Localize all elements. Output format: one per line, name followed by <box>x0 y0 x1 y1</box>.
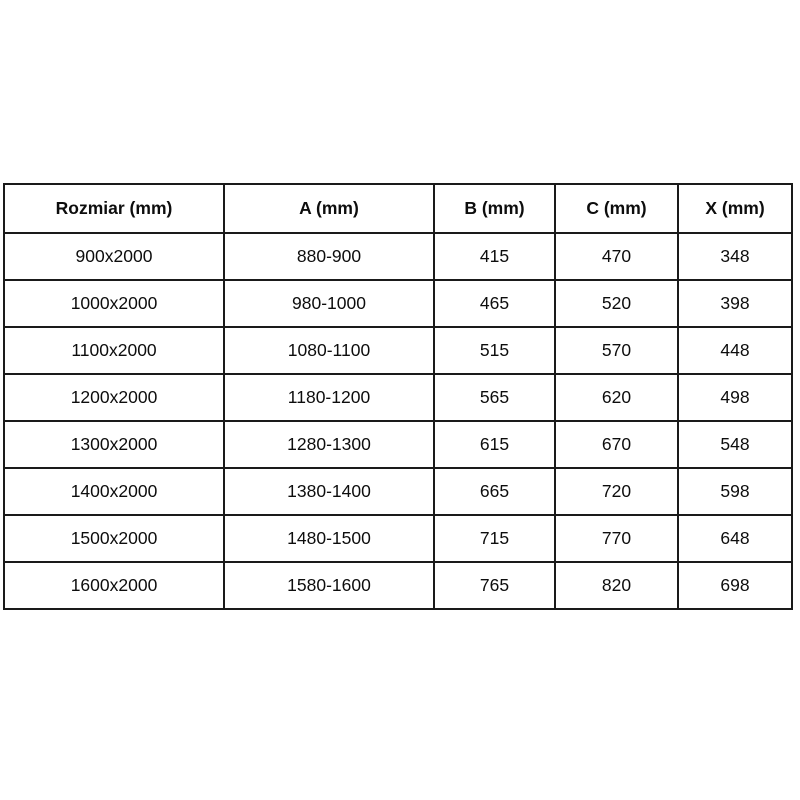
cell-c: 570 <box>555 327 678 374</box>
cell-b: 415 <box>434 233 555 280</box>
column-header-rozmiar: Rozmiar (mm) <box>4 184 224 233</box>
dimension-table <box>3 183 793 610</box>
cell-rozmiar: 1000x2000 <box>4 280 224 327</box>
cell-x: 598 <box>678 468 792 515</box>
cell-rozmiar: 900x2000 <box>4 233 224 280</box>
cell-x: 548 <box>678 421 792 468</box>
dimension-table-container <box>3 183 791 610</box>
cell-a: 1280-1300 <box>224 421 434 468</box>
cell-x: 698 <box>678 562 792 609</box>
table-row <box>4 562 792 609</box>
header-row <box>4 184 792 233</box>
cell-c: 670 <box>555 421 678 468</box>
cell-a: 1580-1600 <box>224 562 434 609</box>
cell-b: 665 <box>434 468 555 515</box>
cell-c: 470 <box>555 233 678 280</box>
cell-c: 820 <box>555 562 678 609</box>
column-header-x: X (mm) <box>678 184 792 233</box>
cell-a: 880-900 <box>224 233 434 280</box>
table-row <box>4 515 792 562</box>
cell-x: 648 <box>678 515 792 562</box>
column-header-c: C (mm) <box>555 184 678 233</box>
column-header-b: B (mm) <box>434 184 555 233</box>
cell-b: 465 <box>434 280 555 327</box>
cell-rozmiar: 1500x2000 <box>4 515 224 562</box>
cell-b: 515 <box>434 327 555 374</box>
cell-a: 980-1000 <box>224 280 434 327</box>
cell-b: 715 <box>434 515 555 562</box>
cell-rozmiar: 1200x2000 <box>4 374 224 421</box>
table-row <box>4 280 792 327</box>
cell-b: 615 <box>434 421 555 468</box>
cell-x: 498 <box>678 374 792 421</box>
cell-rozmiar: 1600x2000 <box>4 562 224 609</box>
cell-a: 1180-1200 <box>224 374 434 421</box>
cell-x: 348 <box>678 233 792 280</box>
cell-c: 620 <box>555 374 678 421</box>
table-row <box>4 233 792 280</box>
cell-c: 520 <box>555 280 678 327</box>
cell-rozmiar: 1300x2000 <box>4 421 224 468</box>
column-header-a: A (mm) <box>224 184 434 233</box>
cell-b: 765 <box>434 562 555 609</box>
cell-b: 565 <box>434 374 555 421</box>
cell-x: 448 <box>678 327 792 374</box>
cell-c: 770 <box>555 515 678 562</box>
cell-c: 720 <box>555 468 678 515</box>
table-row <box>4 327 792 374</box>
table-row <box>4 374 792 421</box>
cell-a: 1380-1400 <box>224 468 434 515</box>
table-row <box>4 468 792 515</box>
cell-rozmiar: 1400x2000 <box>4 468 224 515</box>
table-row <box>4 421 792 468</box>
cell-a: 1480-1500 <box>224 515 434 562</box>
cell-rozmiar: 1100x2000 <box>4 327 224 374</box>
cell-a: 1080-1100 <box>224 327 434 374</box>
cell-x: 398 <box>678 280 792 327</box>
